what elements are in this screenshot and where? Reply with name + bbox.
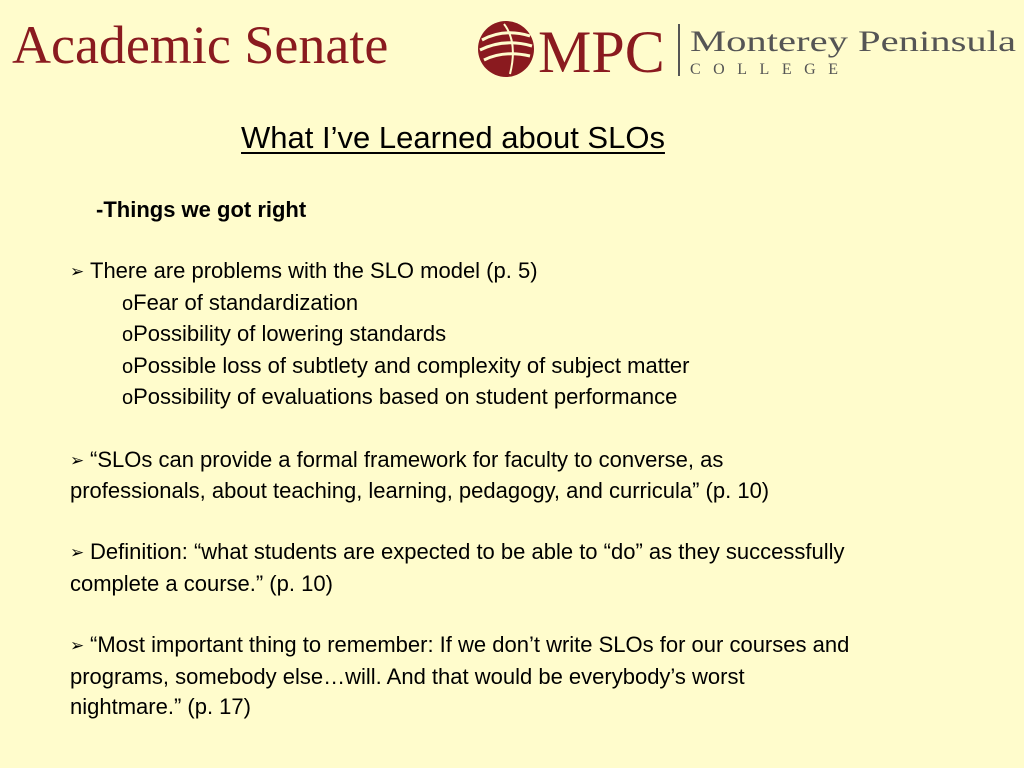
sub-item bbox=[122, 288, 1000, 320]
logo-emblem-icon bbox=[478, 21, 534, 77]
sub-item-text: Possible loss of subtlety and complexity of subject matter bbox=[133, 352, 690, 378]
sub-item-text: Possibility of lowering standards bbox=[133, 321, 447, 347]
arrowhead-bullet-icon: ➢ bbox=[70, 450, 85, 470]
bullet-item bbox=[70, 537, 1000, 599]
spacer bbox=[70, 600, 1000, 631]
slide-body bbox=[70, 256, 1000, 723]
logo-college-word: COLLEGE bbox=[690, 61, 838, 78]
logo-mark-text: MPC bbox=[538, 19, 665, 80]
slide-heading: What I’ve Learned about SLOs bbox=[241, 120, 665, 155]
sub-item-text: Fear of standardization bbox=[133, 289, 359, 315]
circle-o-bullet-icon: o bbox=[122, 292, 134, 315]
bullet-text: “SLOs can provide a formal framework for faculty to converse, as bbox=[90, 446, 724, 472]
arrowhead-bullet-icon: ➢ bbox=[70, 262, 85, 281]
bullet-text: professionals, about teaching, learning, pedagogy, and curricula” (p. 10) bbox=[70, 478, 770, 504]
bullet-item bbox=[70, 256, 1000, 288]
bullet-text: Definition: “what students are expected to be able to “do” as they successfully bbox=[90, 539, 845, 565]
sub-list bbox=[70, 288, 1000, 414]
bullet-text: programs, somebody else…will. And that would be everybody’s worst bbox=[70, 663, 745, 689]
arrowhead-bullet-icon: ➢ bbox=[70, 543, 85, 563]
bullet-item bbox=[70, 445, 1000, 507]
spacer bbox=[70, 414, 1000, 445]
arrowhead-bullet-icon: ➢ bbox=[70, 636, 85, 656]
bullet-text: nightmare.” (p. 17) bbox=[70, 694, 251, 720]
circle-o-bullet-icon: o bbox=[122, 387, 134, 410]
sub-item bbox=[122, 382, 1000, 414]
bullet-text: complete a course.” (p. 10) bbox=[70, 570, 333, 596]
logo-college-name: Monterey Peninsula bbox=[690, 25, 1016, 58]
circle-o-bullet-icon: o bbox=[122, 355, 134, 378]
senate-title: Academic Senate bbox=[12, 15, 389, 75]
circle-o-bullet-icon: o bbox=[122, 324, 134, 347]
bullet-item bbox=[70, 630, 1000, 723]
mpc-logo bbox=[474, 18, 1020, 80]
subheading: -Things we got right bbox=[96, 197, 307, 222]
sub-item bbox=[122, 351, 1000, 383]
bullet-text: There are problems with the SLO model (p. 5) bbox=[90, 258, 538, 283]
bullet-text: “Most important thing to remember: If we don’t write SLOs for our courses and bbox=[90, 632, 850, 658]
spacer bbox=[70, 507, 1000, 538]
sub-item-text: Possibility of evaluations based on student performance bbox=[133, 384, 678, 410]
sub-item bbox=[122, 319, 1000, 351]
